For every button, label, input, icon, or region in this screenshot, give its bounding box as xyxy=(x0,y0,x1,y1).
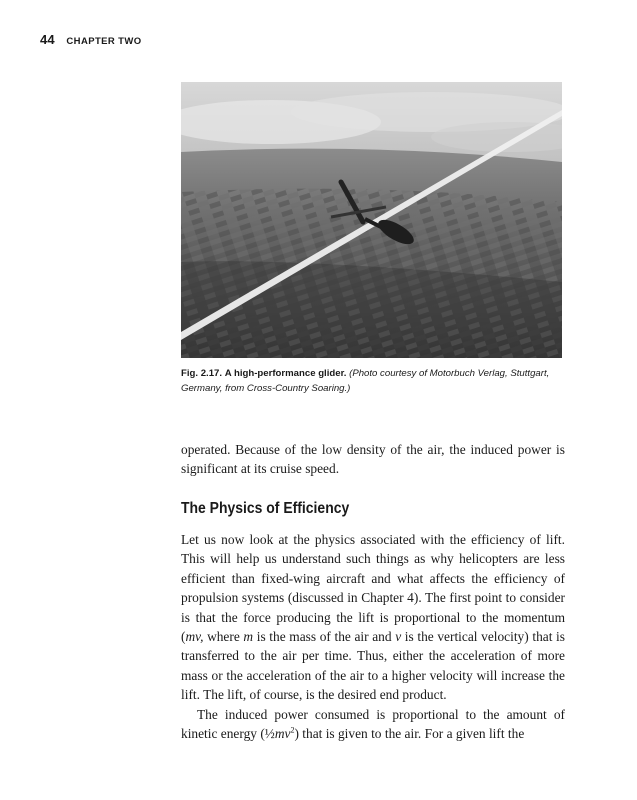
p3-math-mv: mv xyxy=(274,726,291,742)
glider-photo-icon xyxy=(181,82,562,358)
figure-credit: (Photo courtesy of Motorbuch Verlag, Stuttgart, Germany, from Cross-Country Soaring.) xyxy=(181,368,550,394)
p2-text-b: where xyxy=(203,629,244,645)
paragraph-3-text xyxy=(181,705,565,744)
section-heading: The Physics of Efficiency xyxy=(181,500,350,517)
figure-label: Fig. 2.17. xyxy=(181,368,223,379)
glider-photo xyxy=(181,82,562,358)
page-number: 44 xyxy=(40,32,55,47)
paragraph-2 xyxy=(181,530,565,743)
figure-caption xyxy=(181,367,566,396)
p2-math-mv: mv, xyxy=(185,629,204,645)
p2-text-c: is the mass of the air and xyxy=(253,629,396,645)
figure-title: A high-performance glider. xyxy=(224,368,347,379)
paragraph-1 xyxy=(181,440,565,479)
p3-text-b: ) that is given to the air. For a given lift the xyxy=(294,726,525,742)
p2-text-a: Let us now look at the physics associated with the efficiency of lift. This will help us understand such things as why helicopters are less efficient than fixed-wing aircraft and what affects the efficiency of propulsion systems (discussed in Chapter 4). The first point to consider is that the force producing the lift is proportional to the momentum ( xyxy=(181,532,565,645)
p3-superscript: 2 xyxy=(290,725,295,735)
p3-fraction: ½ xyxy=(264,726,275,742)
paragraph-1-text: operated. Because of the low density of the air, the induced power is significant at its cruise speed. xyxy=(181,442,565,477)
running-head xyxy=(40,32,142,47)
p2-math-m: m xyxy=(243,629,254,645)
paragraph-2-text xyxy=(181,530,565,705)
p2-text-d: is the vertical velocity) that is transferred to the air per time. Thus, either the acceleration of more mass or the acceleration of the air to a higher velocity will increase the lift. The lift, of course, is the desired end product. xyxy=(181,629,565,703)
p2-math-v: v xyxy=(395,629,402,645)
chapter-title: CHAPTER TWO xyxy=(66,36,142,47)
p3-text-a: The induced power consumed is proportional to the amount of kinetic energy ( xyxy=(181,706,565,742)
